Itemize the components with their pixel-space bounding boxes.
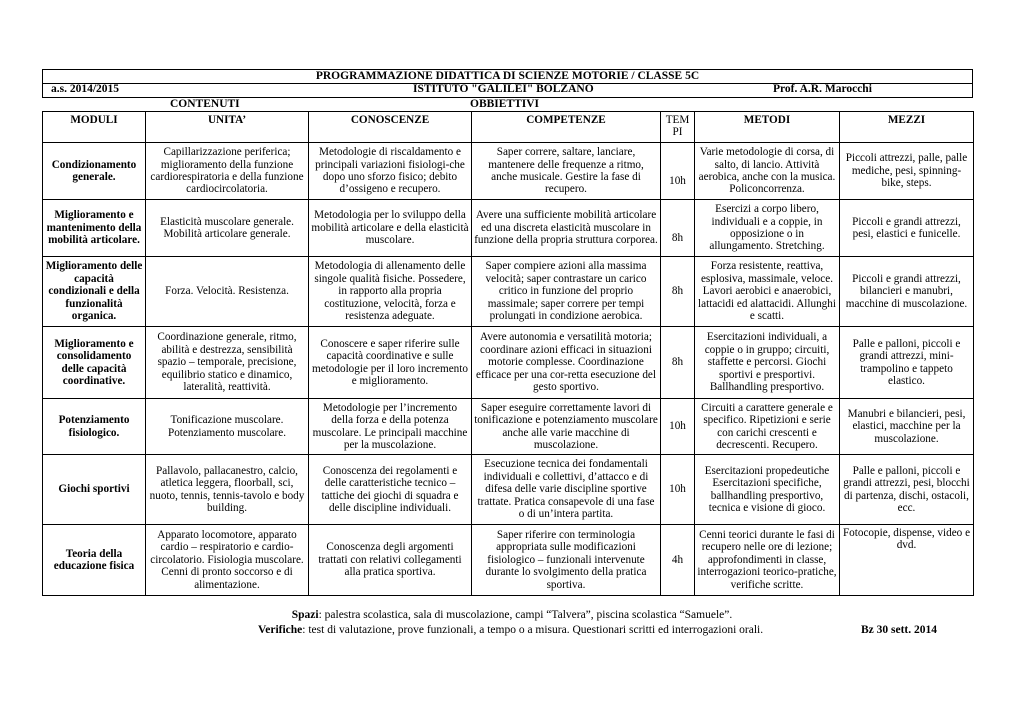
unita-cell: Pallavolo, pallacanestro, calcio, atletica leggera, floorball, sci, nuoto, tennis, tennis-tavolo e body building. (146, 455, 309, 525)
table-row (43, 200, 974, 257)
competenze-cell: Avere autonomia e versatilità motoria; coordinare azioni efficaci in situazioni motorie complesse. Coordinazione efficace per una cor-retta esecuzione del gesto sportivo. (472, 327, 661, 399)
col-conoscenze: CONOSCENZE (309, 112, 472, 143)
program-table (42, 111, 974, 596)
spazi-label: Spazi (291, 609, 319, 621)
unita-cell: Tonificazione muscolare. Potenziamento muscolare. (146, 399, 309, 455)
teacher-name: Prof. A.R. Marocchi (773, 83, 872, 95)
mezzi-cell: Palle e palloni, piccoli e grandi attrezzi, pesi, blocchi di partenza, dischi, ostacoli, ecc. (840, 455, 974, 525)
conoscenze-cell: Conoscenza degli argomenti trattati con relativi collegamenti alla pratica sportiva. (309, 525, 472, 596)
tempi-cell: 10h (661, 455, 695, 525)
conoscenze-cell: Metodologie per l’incremento della forza e della potenza muscolare. Le principali macchine per la muscolazione. (309, 399, 472, 455)
tempi-cell: 4h (661, 525, 695, 596)
metodi-cell: Esercitazioni propedeutiche Esercitazioni specifiche, ballhandling presportivo, tecnica e visione di gioco. (695, 455, 840, 525)
col-unita: UNITA’ (146, 112, 309, 143)
competenze-cell: Avere una sufficiente mobilità articolare ed una discreta elasticità muscolare in funzione della propria struttura corporea. (472, 200, 661, 257)
header-info-row (42, 83, 973, 98)
tempi-cell: 8h (661, 257, 695, 327)
competenze-cell: Esecuzione tecnica dei fondamentali individuali e collettivi, d’attacco e di difesa delle varie discipline sportive trattate. Pratica consapevole di una fase o di un’intera partita. (472, 455, 661, 525)
metodi-cell: Forza resistente, reattiva, esplosiva, massimale, veloce. Lavori aerobici e anaerobici, lattacidi ed alattacidi. Allunghi e scatti. (695, 257, 840, 327)
mezzi-cell: Palle e palloni, piccoli e grandi attrezzi, mini-trampolino e tappeto elastico. (840, 327, 974, 399)
col-moduli: MODULI (43, 112, 146, 143)
mezzi-cell: Piccoli attrezzi, palle, palle mediche, pesi, spinning-bike, steps. (840, 143, 974, 200)
competenze-cell: Saper correre, saltare, lanciare, mantenere delle frequenze a ritmo, anche musicale. Gestire la fase di recupero. (472, 143, 661, 200)
spazi-text: : palestra scolastica, sala di muscolazione, campi “Talvera”, piscina scolastica “Samuele”. (318, 609, 733, 621)
conoscenze-cell: Metodologia per lo sviluppo della mobilità articolare e della elasticità muscolare. (309, 200, 472, 257)
table-row (43, 455, 974, 525)
metodi-cell: Cenni teorici durante le fasi di recupero nelle ore di lezione; approfondimenti in classe, interrogazioni teorico-pratiche, verifiche scritte. (695, 525, 840, 596)
document-date: Bz 30 sett. 2014 (861, 624, 938, 636)
modulo-cell: Potenziamento fisiologico. (43, 399, 146, 455)
metodi-cell: Varie metodologie di corsa, di salto, di lancio. Attività aerobica, anche con la musica. Policoncorrenza. (695, 143, 840, 200)
tempi-cell: 10h (661, 399, 695, 455)
conoscenze-cell: Conoscere e saper riferire sulle capacità coordinative e sulle metodologie per il loro incremento e miglioramento. (309, 327, 472, 399)
unita-cell: Apparato locomotore, apparato cardio – respiratorio e cardio-circolatorio. Fisiologia muscolare. Cenni di pronto soccorso e di alimentazione. (146, 525, 309, 596)
table-row (43, 327, 974, 399)
footer-spazi (0, 609, 1024, 621)
col-competenze: COMPETENZE (472, 112, 661, 143)
conoscenze-cell: Conoscenza dei regolamenti e delle caratteristiche tecnico – tattiche dei giochi di squadra e delle discipline individuali. (309, 455, 472, 525)
verifiche-text: : test di valutazione, prove funzionali, a tempo o a misura. Questionari scritti ed interrogazioni orali. (302, 624, 764, 636)
metodi-cell: Esercitazioni individuali, a coppie o in gruppo; circuiti, staffette e percorsi. Giochi sportivi e presportivi. Ballhandling presportivo. (695, 327, 840, 399)
obbiettivi-label: OBBIETTIVI (470, 98, 540, 110)
competenze-cell: Saper eseguire correttamente lavori di tonificazione e potenziamento muscolare anche alle varie macchine di muscolazione. (472, 399, 661, 455)
modulo-cell: Teoria della educazione fisica (43, 525, 146, 596)
unita-cell: Coordinazione generale, ritmo, abilità e destrezza, sensibilità spazio – temporale, precisione, equilibrio statico e dinamico, lateralità, reattività. (146, 327, 309, 399)
competenze-cell: Saper riferire con terminologia appropriata sulle modificazioni fisiologico – funzionali intervenute durante lo svolgimento della pratica sportiva. (472, 525, 661, 596)
unita-cell: Capillarizzazione periferica; miglioramento della funzione cardiorespiratoria e della funzione cardiocircolatoria. (146, 143, 309, 200)
mezzi-cell: Piccoli e grandi attrezzi, pesi, elastici e funicelle. (840, 200, 974, 257)
table-row (43, 257, 974, 327)
col-tempi: TEM PI (661, 112, 695, 143)
modulo-cell: Condizionamento generale. (43, 143, 146, 200)
modulo-cell: Miglioramento e consolidamento delle capacità coordinative. (43, 327, 146, 399)
modulo-cell: Giochi sportivi (43, 455, 146, 525)
table-row (43, 399, 974, 455)
mezzi-cell: Manubri e bilancieri, pesi, elastici, macchine per la muscolazione. (840, 399, 974, 455)
competenze-cell: Saper compiere azioni alla massima velocità; saper contrastare un carico critico in funzione del proprio massimale; saper correre per tempi prolungati in condizione aerobica. (472, 257, 661, 327)
table-row (43, 525, 974, 596)
col-mezzi: MEZZI (840, 112, 974, 143)
table-row (43, 143, 974, 200)
tempi-cell: 8h (661, 200, 695, 257)
document-title: PROGRAMMAZIONE DIDATTICA DI SCIENZE MOTORIE / CLASSE 5C (42, 69, 973, 84)
conoscenze-cell: Metodologia di allenamento delle singole qualità fisiche. Possedere, in rapporto alla propria costituzione, velocità, forza e resistenza adeguate. (309, 257, 472, 327)
metodi-cell: Circuiti a carattere generale e specifico. Ripetizioni e serie con carichi crescenti e decrescenti. Recupero. (695, 399, 840, 455)
verifiche-label: Verifiche (258, 624, 303, 636)
section-labels (42, 97, 973, 112)
metodi-cell: Esercizi a corpo libero, individuali e a coppie, in opposizione o in allungamento. Stretching. (695, 200, 840, 257)
col-metodi: METODI (695, 112, 840, 143)
tempi-cell: 8h (661, 327, 695, 399)
modulo-cell: Miglioramento delle capacità condizionali e della funzionalità organica. (43, 257, 146, 327)
unita-cell: Elasticità muscolare generale. Mobilità articolare generale. (146, 200, 309, 257)
mezzi-cell: Piccoli e grandi attrezzi, bilancieri e manubri, macchine di muscolazione. (840, 257, 974, 327)
conoscenze-cell: Metodologie di riscaldamento e principali variazioni fisiologi-che dopo uno sforzo fisico; debito d’ossigeno e recupero. (309, 143, 472, 200)
contenuti-label: CONTENUTI (170, 98, 240, 110)
modulo-cell: Miglioramento e mantenimento della mobilità articolare. (43, 200, 146, 257)
school-name: ISTITUTO "GALILEI" BOLZANO (413, 83, 594, 95)
tempi-cell: 10h (661, 143, 695, 200)
table-header-row (43, 112, 974, 143)
mezzi-cell: Fotocopie, dispense, video e dvd. (840, 525, 974, 596)
unita-cell: Forza. Velocità. Resistenza. (146, 257, 309, 327)
school-year: a.s. 2014/2015 (51, 83, 120, 95)
